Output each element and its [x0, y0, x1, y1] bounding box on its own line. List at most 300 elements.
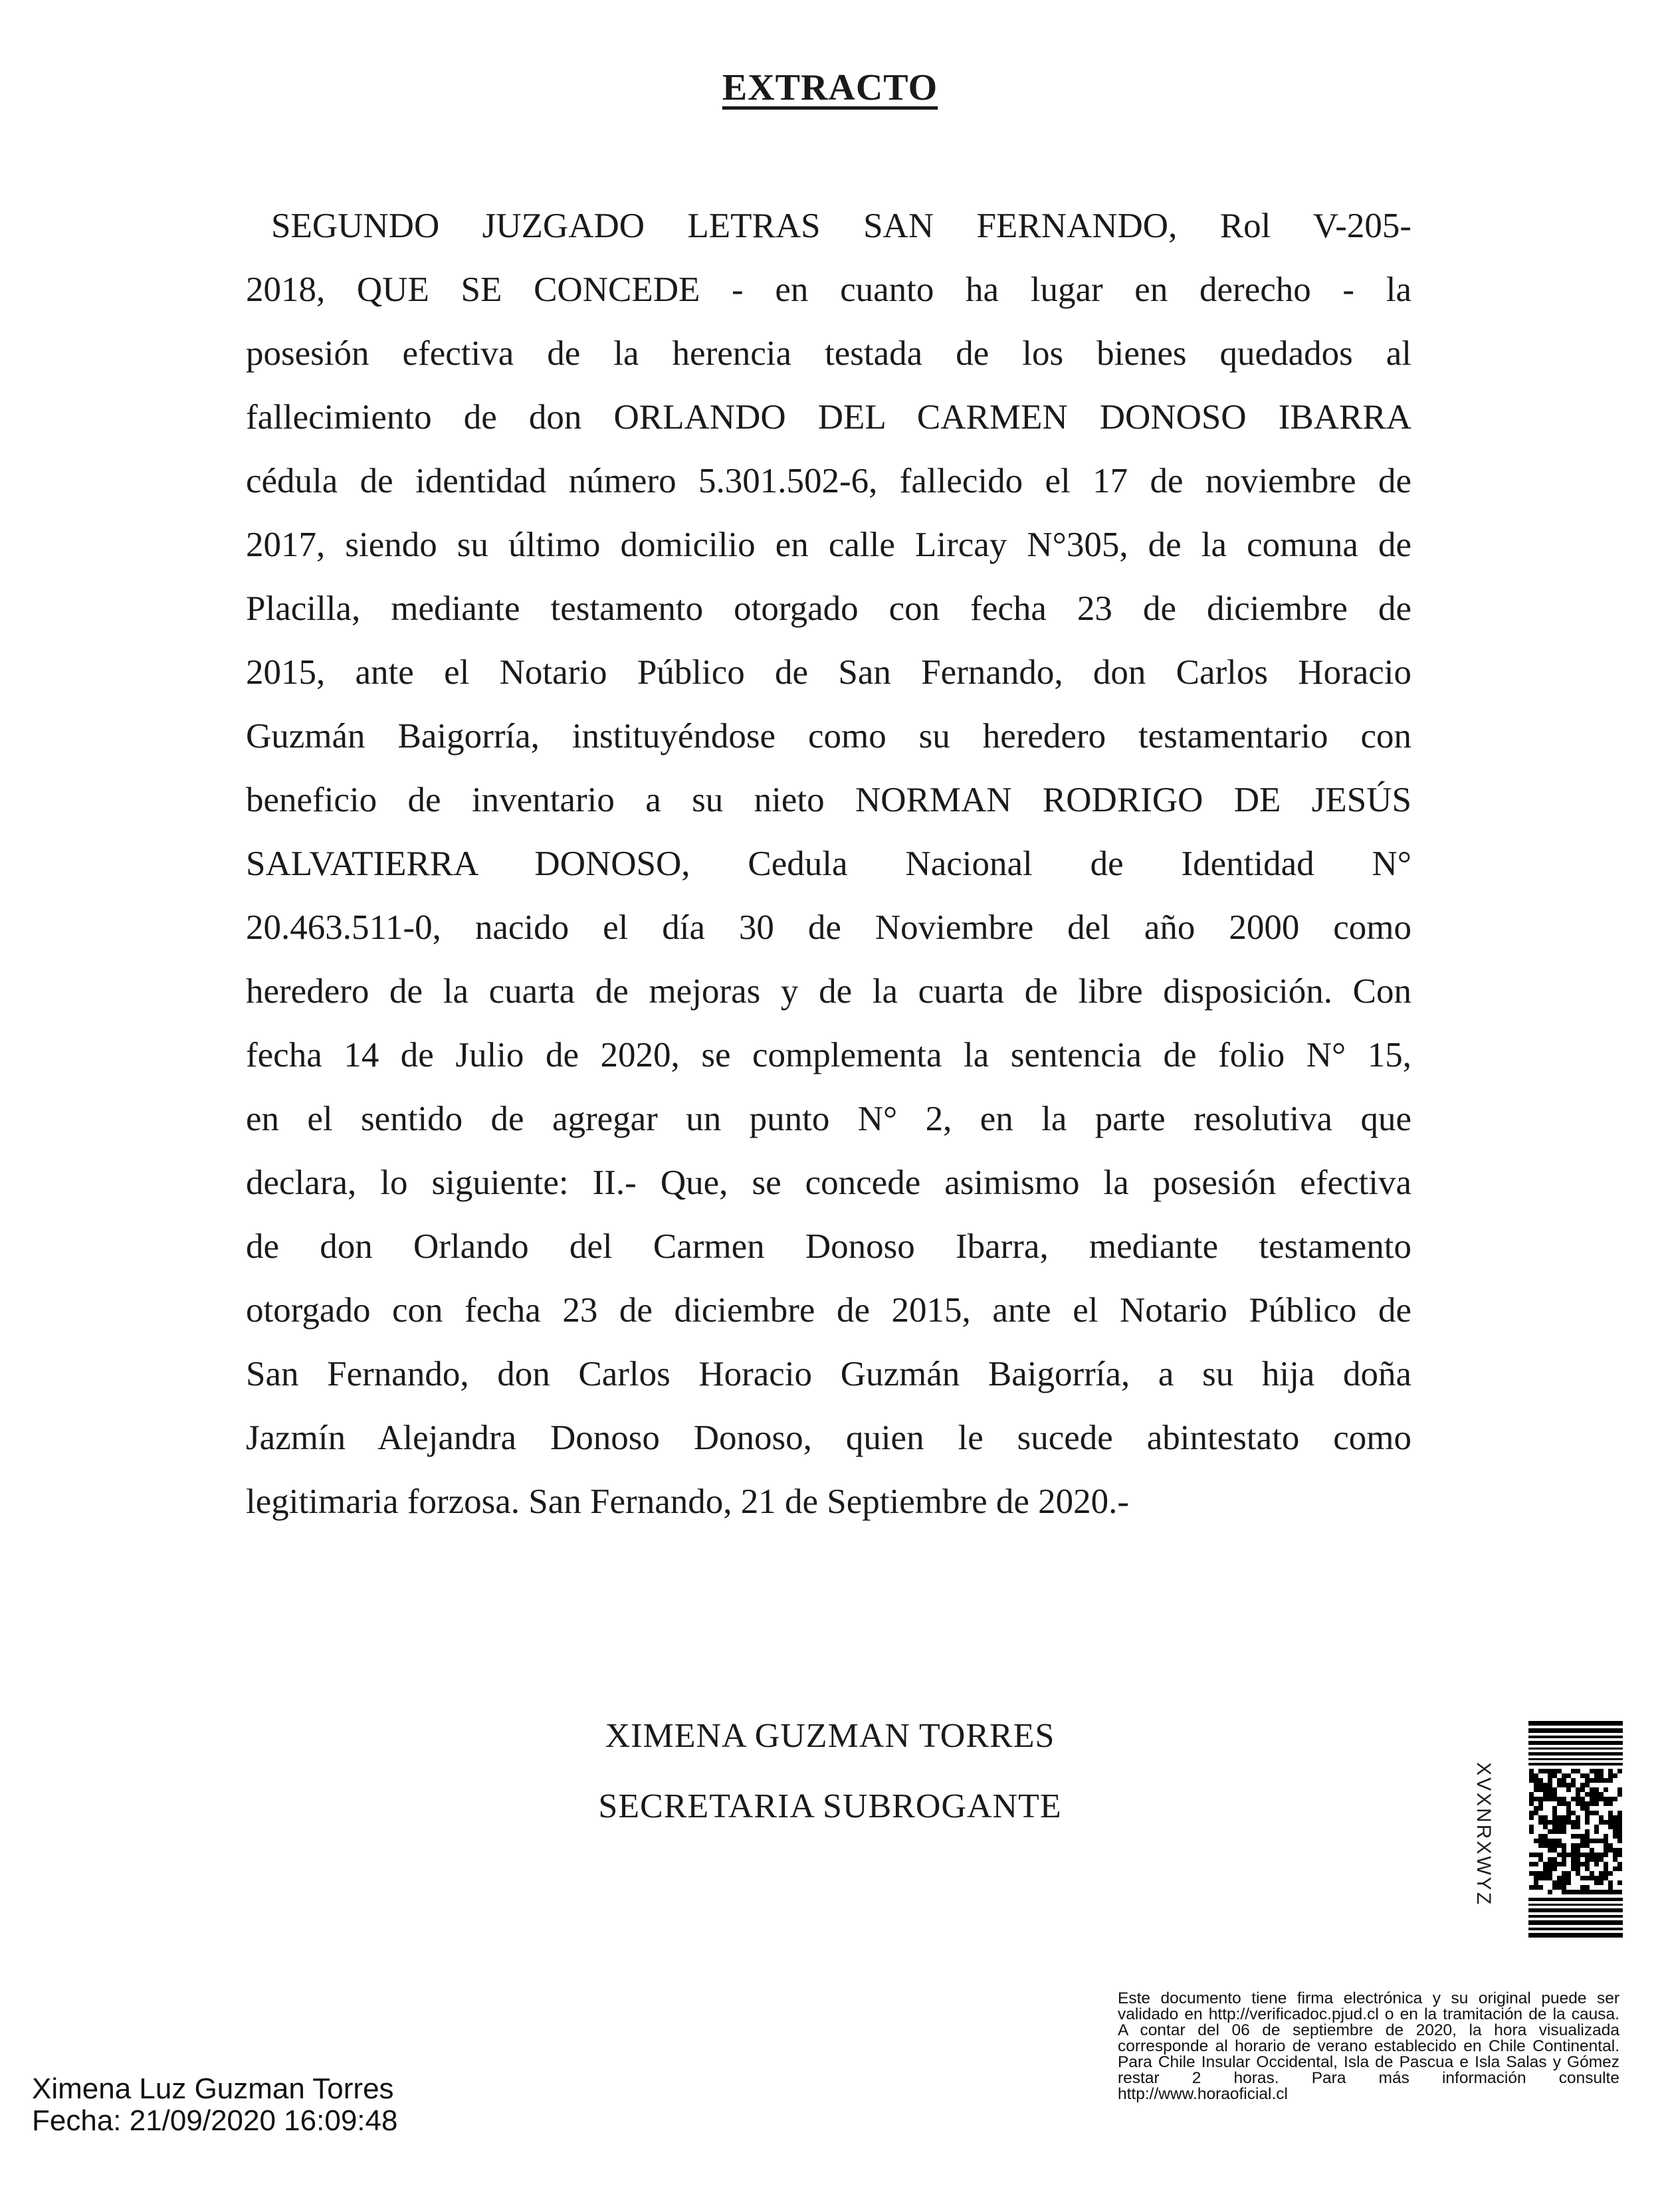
matrix-cell	[1548, 1787, 1552, 1792]
body-line: de don Orlando del Carmen Donoso Ibarra, mediante testamento	[246, 1227, 1411, 1266]
matrix-cell	[1604, 1801, 1608, 1806]
matrix-cell	[1562, 1797, 1566, 1801]
matrix-cell	[1576, 1853, 1580, 1857]
matrix-cell	[1557, 1797, 1562, 1801]
signer-block	[32, 2073, 397, 2137]
body-line: legitimaria forzosa. San Fernando, 21 de Septiembre de 2020.-	[246, 1482, 1130, 1521]
verification-code: XVXNRXWYZ	[1473, 1762, 1495, 1907]
matrix-cell	[1576, 1769, 1580, 1773]
matrix-cell	[1585, 1778, 1590, 1783]
matrix-cell	[1538, 1843, 1543, 1848]
matrix-cell	[1538, 1834, 1543, 1839]
matrix-cell	[1576, 1801, 1580, 1806]
matrix-cell	[1608, 1797, 1613, 1801]
matrix-cell	[1594, 1853, 1599, 1857]
matrix-cell	[1617, 1839, 1622, 1843]
matrix-cell	[1594, 1773, 1599, 1778]
matrix-cell	[1548, 1890, 1552, 1894]
matrix-cell	[1604, 1839, 1608, 1843]
matrix-cell	[1585, 1820, 1590, 1825]
matrix-cell	[1566, 1783, 1571, 1787]
matrix-cell	[1566, 1876, 1571, 1880]
matrix-cell	[1617, 1825, 1622, 1829]
matrix-cell	[1534, 1862, 1538, 1866]
matrix-cell	[1617, 1787, 1622, 1792]
matrix-cell	[1576, 1797, 1580, 1801]
matrix-cell	[1608, 1820, 1613, 1825]
matrix-cell	[1617, 1853, 1622, 1857]
verification-notice: Este documento tiene firma electrónica y su original puede ser validado en http://verificadoc.pjud.cl o en la tramitación de la causa. A contar del 06 de septiembre de 2020, la hora visualizada corresponde al horario de verano establecido en Chile Continental. Para Chile Insular Occidental, Isla de Pascua e Isla Salas y Gómez restar 2 horas. Para más información consulte http://www.horaoficial.cl	[1118, 1989, 1619, 2103]
matrix-cell	[1599, 1857, 1604, 1862]
matrix-cell	[1590, 1890, 1594, 1894]
body-line: otorgado con fecha 23 de diciembre de 2015, ante el Notario Público de	[246, 1291, 1411, 1330]
matrix-cell	[1594, 1792, 1599, 1797]
matrix-cell	[1604, 1890, 1608, 1894]
body-line: posesión efectiva de la herencia testada de los bienes quedados al	[246, 334, 1411, 373]
body-line: 2018, QUE SE CONCEDE - en cuanto ha lugar en derecho - la	[246, 270, 1411, 309]
matrix-cell	[1613, 1825, 1617, 1829]
matrix-cell	[1543, 1825, 1548, 1829]
matrix-cell	[1608, 1811, 1613, 1815]
matrix-cell	[1571, 1783, 1576, 1787]
matrix-cell	[1594, 1801, 1599, 1806]
matrix-cell	[1617, 1829, 1622, 1834]
matrix-cell	[1552, 1815, 1557, 1820]
matrix-cell	[1562, 1773, 1566, 1778]
matrix-cell	[1552, 1811, 1557, 1815]
matrix-cell	[1594, 1797, 1599, 1801]
matrix-cell	[1608, 1885, 1613, 1890]
matrix-cell	[1548, 1871, 1552, 1876]
matrix-cell	[1562, 1885, 1566, 1890]
matrix-cell	[1617, 1890, 1622, 1894]
signer-date: Fecha: 21/09/2020 16:09:48	[32, 2104, 398, 2137]
matrix-cell	[1613, 1857, 1617, 1862]
matrix-cell	[1571, 1811, 1576, 1815]
matrix-cell	[1571, 1769, 1576, 1773]
matrix-cell	[1590, 1839, 1594, 1843]
matrix-cell	[1599, 1815, 1604, 1820]
matrix-cell	[1543, 1769, 1548, 1773]
matrix-cell	[1613, 1815, 1617, 1820]
matrix-cell	[1534, 1876, 1538, 1880]
matrix-cell	[1529, 1825, 1534, 1829]
body-line: SALVATIERRA DONOSO, Cedula Nacional de Identidad N°	[246, 845, 1411, 883]
matrix-cell	[1557, 1885, 1562, 1890]
matrix-cell	[1599, 1880, 1604, 1885]
matrix-cell	[1571, 1853, 1576, 1857]
matrix-cell	[1617, 1769, 1622, 1773]
matrix-cell	[1590, 1769, 1594, 1773]
matrix-cell	[1608, 1880, 1613, 1885]
matrix-cell	[1585, 1885, 1590, 1890]
matrix-cell	[1576, 1848, 1580, 1853]
matrix-cell	[1590, 1857, 1594, 1862]
matrix-cell	[1529, 1769, 1534, 1773]
matrix-cell	[1557, 1853, 1562, 1857]
body-line: en el sentido de agregar un punto N° 2, en la parte resolutiva que	[246, 1100, 1411, 1138]
matrix-cell	[1538, 1783, 1543, 1787]
matrix-cell	[1590, 1848, 1594, 1853]
matrix-cell	[1552, 1797, 1557, 1801]
matrix-cell	[1562, 1853, 1566, 1857]
matrix-cell	[1580, 1885, 1585, 1890]
body-line: San Fernando, don Carlos Horacio Guzmán Baigorría, a su hija doña	[246, 1355, 1411, 1393]
document-body	[246, 194, 1411, 1521]
matrix-cell	[1576, 1825, 1580, 1829]
matrix-cell	[1594, 1880, 1599, 1885]
matrix-cell	[1585, 1773, 1590, 1778]
matrix-cell	[1538, 1797, 1543, 1801]
matrix-cell	[1538, 1839, 1543, 1843]
matrix-cell	[1552, 1862, 1557, 1866]
matrix-cell	[1562, 1880, 1566, 1885]
matrix-cell	[1613, 1890, 1617, 1894]
matrix-cell	[1617, 1792, 1622, 1797]
matrix-cell	[1557, 1839, 1562, 1843]
signature-name: XIMENA GUZMAN TORRES	[605, 1717, 1055, 1755]
matrix-cell	[1534, 1885, 1538, 1890]
matrix-cell	[1590, 1871, 1594, 1876]
matrix-cell	[1604, 1853, 1608, 1857]
matrix-cell	[1534, 1797, 1538, 1801]
matrix-cell	[1571, 1825, 1576, 1829]
matrix-cell	[1576, 1890, 1580, 1894]
matrix-cell	[1562, 1820, 1566, 1825]
matrix-cell	[1529, 1815, 1534, 1820]
matrix-cell	[1590, 1876, 1594, 1880]
matrix-cell	[1571, 1820, 1576, 1825]
matrix-cell	[1557, 1820, 1562, 1825]
matrix-cell	[1552, 1843, 1557, 1848]
matrix-cell	[1613, 1853, 1617, 1857]
matrix-cell	[1617, 1862, 1622, 1866]
matrix-cell	[1562, 1848, 1566, 1853]
matrix-cell	[1580, 1806, 1585, 1811]
matrix-cell	[1590, 1787, 1594, 1792]
matrix-cell	[1608, 1871, 1613, 1876]
body-line: Guzmán Baigorría, instituyéndose como su heredero testamentario con	[246, 717, 1411, 755]
matrix-cell	[1543, 1839, 1548, 1843]
matrix-cell	[1604, 1834, 1608, 1839]
matrix-cell	[1543, 1876, 1548, 1880]
matrix-cell	[1576, 1834, 1580, 1839]
matrix-cell	[1529, 1778, 1534, 1783]
matrix-cell	[1566, 1773, 1571, 1778]
matrix-cell	[1594, 1862, 1599, 1866]
matrix-cell	[1599, 1820, 1604, 1825]
matrix-cell	[1590, 1792, 1594, 1797]
matrix-cell	[1557, 1783, 1562, 1787]
matrix-cell	[1590, 1797, 1594, 1801]
matrix-cell	[1585, 1811, 1590, 1815]
matrix-cell	[1562, 1890, 1566, 1894]
body-line: fallecimiento de don ORLANDO DEL CARMEN DONOSO IBARRA	[246, 398, 1411, 437]
matrix-cell	[1534, 1839, 1538, 1843]
matrix-cell	[1548, 1783, 1552, 1787]
matrix-cell	[1608, 1769, 1613, 1773]
matrix-cell	[1571, 1843, 1576, 1848]
matrix-cell	[1529, 1801, 1534, 1806]
matrix-cell	[1548, 1773, 1552, 1778]
matrix-cell	[1562, 1783, 1566, 1787]
matrix-cell	[1599, 1769, 1604, 1773]
matrix-cell	[1604, 1787, 1608, 1792]
matrix-cell	[1585, 1801, 1590, 1806]
matrix-cell	[1552, 1839, 1557, 1843]
matrix-cell	[1617, 1815, 1622, 1820]
matrix-cell	[1608, 1843, 1613, 1848]
matrix-cell	[1548, 1843, 1552, 1848]
matrix-cell	[1576, 1820, 1580, 1825]
matrix-cell	[1552, 1857, 1557, 1862]
matrix-cell	[1599, 1797, 1604, 1801]
matrix-cell	[1548, 1829, 1552, 1834]
matrix-cell	[1543, 1792, 1548, 1797]
matrix-cell	[1557, 1880, 1562, 1885]
matrix-cell	[1585, 1839, 1590, 1843]
signer-name: Ximena Luz Guzman Torres	[32, 2072, 394, 2105]
matrix-cell	[1543, 1820, 1548, 1825]
body-line: 2017, siendo su último domicilio en calle Lircay N°305, de la comuna de	[246, 526, 1411, 564]
matrix-cell	[1538, 1871, 1543, 1876]
matrix-cell	[1617, 1880, 1622, 1885]
matrix-cell	[1599, 1778, 1604, 1783]
matrix-cell	[1534, 1853, 1538, 1857]
matrix-cell	[1599, 1871, 1604, 1876]
matrix-cell	[1576, 1787, 1580, 1792]
matrix-cell	[1562, 1862, 1566, 1866]
matrix-cell	[1562, 1825, 1566, 1829]
document-title: EXTRACTO	[722, 67, 938, 108]
matrix-cell	[1529, 1797, 1534, 1801]
matrix-cell	[1604, 1862, 1608, 1866]
matrix-cell	[1608, 1801, 1613, 1806]
body-line: Jazmín Alejandra Donoso Donoso, quien le sucede abintestato como	[246, 1419, 1411, 1457]
matrix-cell	[1594, 1839, 1599, 1843]
matrix-cell	[1613, 1866, 1617, 1871]
matrix-cell	[1599, 1839, 1604, 1843]
body-line: cédula de identidad número 5.301.502-6, fallecido el 17 de noviembre de	[246, 462, 1411, 500]
matrix-cell	[1534, 1778, 1538, 1783]
matrix-cell	[1552, 1825, 1557, 1829]
matrix-cell	[1557, 1829, 1562, 1834]
matrix-cell	[1585, 1834, 1590, 1839]
matrix-cell	[1562, 1843, 1566, 1848]
matrix-cell	[1585, 1815, 1590, 1820]
matrix-cell	[1548, 1857, 1552, 1862]
matrix-cell	[1599, 1890, 1604, 1894]
matrix-cell	[1552, 1787, 1557, 1792]
matrix-cell	[1529, 1862, 1534, 1866]
body-line: 20.463.511-0, nacido el día 30 de Noviembre del año 2000 como	[246, 908, 1411, 947]
matrix-cell	[1562, 1871, 1566, 1876]
matrix-cell	[1543, 1871, 1548, 1876]
matrix-cell	[1552, 1866, 1557, 1871]
matrix-cell	[1566, 1815, 1571, 1820]
matrix-cell	[1580, 1843, 1585, 1848]
matrix-cell	[1543, 1815, 1548, 1820]
matrix-cell	[1548, 1797, 1552, 1801]
body-line: 2015, ante el Notario Público de San Fernando, don Carlos Horacio	[246, 653, 1411, 692]
matrix-cell	[1585, 1806, 1590, 1811]
matrix-cell	[1538, 1853, 1543, 1857]
body-line: SEGUNDO JUZGADO LETRAS SAN FERNANDO, Rol V-205-	[271, 207, 1411, 245]
matrix-cell	[1580, 1834, 1585, 1839]
matrix-cell	[1557, 1815, 1562, 1820]
matrix-cell	[1580, 1801, 1585, 1806]
body-line: declara, lo siguiente: II.- Que, se concede asimismo la posesión efectiva	[246, 1163, 1411, 1202]
matrix-cell	[1534, 1871, 1538, 1876]
body-line: heredero de la cuarta de mejoras y de la cuarta de libre disposición. Con	[246, 972, 1411, 1011]
matrix-cell	[1599, 1773, 1604, 1778]
matrix-cell	[1562, 1801, 1566, 1806]
matrix-cell	[1538, 1876, 1543, 1880]
matrix-cell	[1548, 1820, 1552, 1825]
matrix-cell	[1594, 1778, 1599, 1783]
matrix-cell	[1608, 1848, 1613, 1853]
matrix-cell	[1580, 1797, 1585, 1801]
matrix-cell	[1576, 1792, 1580, 1797]
matrix-cell	[1571, 1797, 1576, 1801]
matrix-cell	[1585, 1866, 1590, 1871]
matrix-cell	[1566, 1806, 1571, 1811]
matrix-cell	[1557, 1862, 1562, 1866]
matrix-cell	[1562, 1876, 1566, 1880]
matrix-cell	[1566, 1811, 1571, 1815]
matrix-cell	[1529, 1829, 1534, 1834]
matrix-cell	[1552, 1885, 1557, 1890]
matrix-cell	[1604, 1778, 1608, 1783]
matrix-cell	[1594, 1825, 1599, 1829]
matrix-cell	[1594, 1829, 1599, 1834]
matrix-cell	[1594, 1769, 1599, 1773]
matrix-cell	[1557, 1769, 1562, 1773]
matrix-cell	[1538, 1778, 1543, 1783]
matrix-cell	[1571, 1857, 1576, 1862]
matrix-cell	[1571, 1778, 1576, 1783]
matrix-cell	[1594, 1890, 1599, 1894]
matrix-cell	[1604, 1797, 1608, 1801]
matrix-cell	[1548, 1862, 1552, 1866]
matrix-cell	[1580, 1876, 1585, 1880]
matrix-cell	[1566, 1801, 1571, 1806]
matrix-cell	[1538, 1787, 1543, 1792]
matrix-cell	[1534, 1773, 1538, 1778]
matrix-cell	[1576, 1871, 1580, 1876]
matrix-cell	[1571, 1848, 1576, 1853]
matrix-cell	[1548, 1769, 1552, 1773]
signature-role: SECRETARIA SUBROGANTE	[598, 1787, 1062, 1825]
matrix-cell	[1548, 1839, 1552, 1843]
matrix-cell	[1557, 1843, 1562, 1848]
matrix-cell	[1548, 1792, 1552, 1797]
matrix-cell	[1543, 1866, 1548, 1871]
matrix-cell	[1617, 1866, 1622, 1871]
matrix-cell	[1590, 1801, 1594, 1806]
matrix-cell	[1613, 1820, 1617, 1825]
matrix-cell	[1538, 1857, 1543, 1862]
matrix-cell	[1571, 1866, 1576, 1871]
matrix-cell	[1594, 1876, 1599, 1880]
matrix-cell	[1590, 1853, 1594, 1857]
matrix-cell	[1557, 1801, 1562, 1806]
matrix-cell	[1566, 1853, 1571, 1857]
matrix-cell	[1534, 1811, 1538, 1815]
matrix-cell	[1580, 1787, 1585, 1792]
matrix-cell	[1548, 1778, 1552, 1783]
matrix-cell	[1543, 1787, 1548, 1792]
matrix-cell	[1543, 1797, 1548, 1801]
matrix-cell	[1613, 1773, 1617, 1778]
matrix-cell	[1576, 1815, 1580, 1820]
matrix-cell	[1590, 1811, 1594, 1815]
matrix-cell	[1529, 1853, 1534, 1857]
matrix-cell	[1552, 1792, 1557, 1797]
matrix-cell	[1617, 1820, 1622, 1825]
barcode-matrix-icon	[1528, 1721, 1623, 1940]
matrix-cell	[1594, 1811, 1599, 1815]
matrix-cell	[1608, 1815, 1613, 1820]
matrix-cell	[1617, 1811, 1622, 1815]
matrix-cell	[1538, 1801, 1543, 1806]
matrix-cell	[1534, 1880, 1538, 1885]
matrix-cell	[1594, 1857, 1599, 1862]
matrix-cell	[1617, 1834, 1622, 1839]
matrix-cell	[1562, 1857, 1566, 1862]
matrix-cell	[1552, 1806, 1557, 1811]
matrix-cell	[1543, 1843, 1548, 1848]
matrix-cell	[1585, 1843, 1590, 1848]
matrix-cell	[1566, 1880, 1571, 1885]
matrix-cell	[1571, 1862, 1576, 1866]
matrix-cell	[1604, 1866, 1608, 1871]
matrix-cell	[1543, 1834, 1548, 1839]
matrix-cell	[1604, 1843, 1608, 1848]
matrix-cell	[1576, 1862, 1580, 1866]
matrix-cell	[1576, 1857, 1580, 1862]
matrix-cell	[1599, 1792, 1604, 1797]
matrix-cell	[1585, 1853, 1590, 1857]
matrix-cell	[1594, 1787, 1599, 1792]
matrix-cell	[1613, 1829, 1617, 1834]
matrix-cell	[1566, 1871, 1571, 1876]
body-line: fecha 14 de Julio de 2020, se complementa la sentencia de folio N° 15,	[246, 1036, 1411, 1074]
matrix-cell	[1529, 1871, 1534, 1876]
matrix-cell	[1585, 1783, 1590, 1787]
matrix-cell	[1617, 1848, 1622, 1853]
matrix-cell	[1552, 1820, 1557, 1825]
matrix-cell	[1585, 1876, 1590, 1880]
matrix-cell	[1585, 1862, 1590, 1866]
matrix-cell	[1608, 1825, 1613, 1829]
matrix-cell	[1529, 1885, 1534, 1890]
matrix-cell	[1608, 1778, 1613, 1783]
matrix-cell	[1529, 1773, 1534, 1778]
matrix-cell	[1604, 1876, 1608, 1880]
matrix-cell	[1552, 1829, 1557, 1834]
matrix-cell	[1538, 1806, 1543, 1811]
matrix-cell	[1590, 1778, 1594, 1783]
matrix-cell	[1552, 1880, 1557, 1885]
matrix-cell	[1557, 1778, 1562, 1783]
matrix-cell	[1552, 1769, 1557, 1773]
matrix-cell	[1604, 1848, 1608, 1853]
matrix-cell	[1538, 1820, 1543, 1825]
matrix-cell	[1566, 1787, 1571, 1792]
matrix-cell	[1538, 1769, 1543, 1773]
matrix-cell	[1580, 1853, 1585, 1857]
